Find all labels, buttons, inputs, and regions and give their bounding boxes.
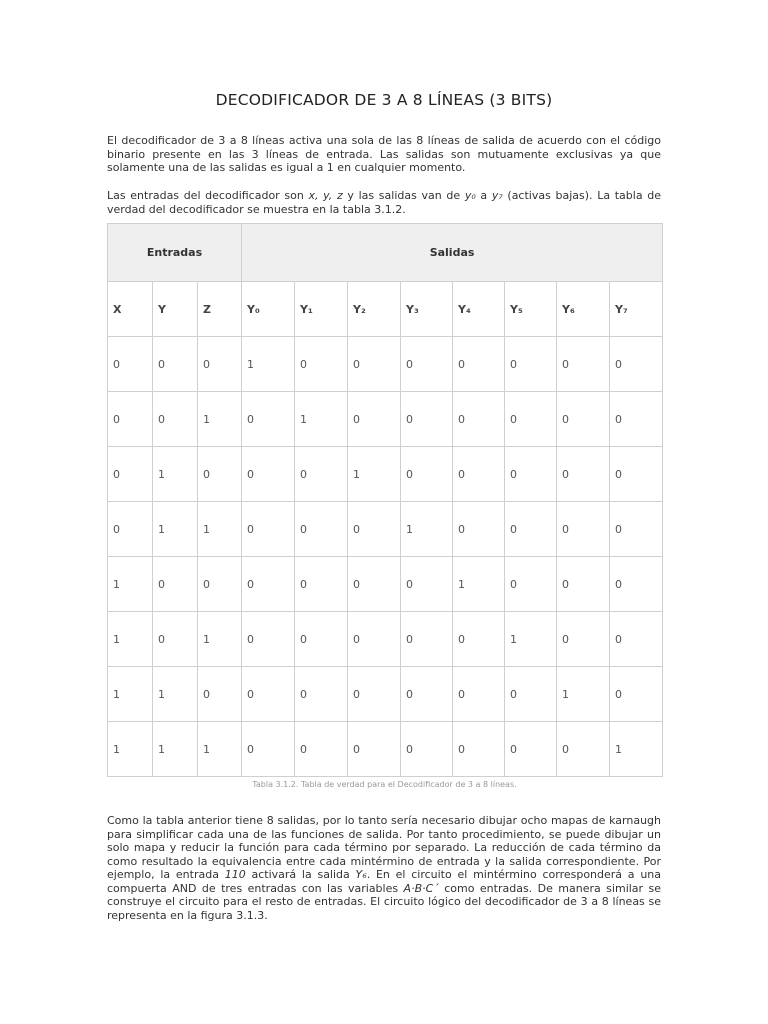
table-cell: 0 [198,667,242,722]
output-end-italic: y₇ [491,189,503,202]
table-cell: 0 [557,502,610,557]
table-cell: 0 [557,337,610,392]
table-cell: 1 [108,612,153,667]
page-title: DECODIFICADOR DE 3 A 8 LÍNEAS (3 BITS) [215,91,553,109]
table-cell: 0 [242,667,295,722]
table-cell: 1 [610,722,663,777]
column-header-row [108,282,663,337]
table-row [108,722,663,777]
table-cell: 0 [453,447,505,502]
table-cell: 0 [295,667,348,722]
column-header: Y₅ [505,282,557,337]
text-span: activará la salida [245,868,356,881]
text-span: como entradas. De manera similar se construye el circuito para el resto de entradas. El circuito lógico del decodificador de 3 a 8 líneas se representa en la figura 3.1.3. [107,881,662,922]
table-cell: 1 [198,722,242,777]
truth-table-body [108,337,663,777]
table-cell: 0 [505,667,557,722]
table-cell: 1 [295,392,348,447]
table-cell: 0 [505,447,557,502]
table-cell: 0 [348,612,401,667]
table-cell: 0 [295,557,348,612]
table-cell: 0 [505,502,557,557]
column-header: Z [198,282,242,337]
table-cell: 0 [453,667,505,722]
table-cell: 0 [348,667,401,722]
table-row [108,557,663,612]
table-cell: 1 [153,447,198,502]
table-cell: 0 [401,392,453,447]
table-cell: 0 [610,337,663,392]
table-cell: 0 [198,337,242,392]
example-output-italic: Y₆ [355,868,367,881]
column-header: Y₂ [348,282,401,337]
table-cell: 1 [198,612,242,667]
table-cell: 0 [505,722,557,777]
table-cell: 0 [242,557,295,612]
column-header: Y₇ [610,282,663,337]
table-cell: 1 [557,667,610,722]
table-cell: 0 [610,612,663,667]
variables-italic: x, y, z [308,189,343,202]
text-span: y las salidas van de [342,189,465,202]
text-span: Como la tabla anterior tiene 8 salidas, por lo tanto sería necesario dibujar ocho mapas de karnaugh para simplificar cada una de las funciones de salida. Por tanto procedimiento, se puede dibujar un solo mapa y reducir la función para cada término por separado. La reducción de cada término da como resultado la equivalencia entre cada mintérmino de entrada y la salida correspondiente. Por ejemplo, la entrada [107,814,661,881]
table-cell: 1 [153,502,198,557]
column-header: Y₄ [453,282,505,337]
table-row [108,337,663,392]
table-cell: 0 [557,722,610,777]
table-cell: 0 [348,722,401,777]
table-cell: 0 [610,392,663,447]
column-header: X [108,282,153,337]
table-cell: 0 [295,722,348,777]
table-cell: 0 [348,557,401,612]
inputs-group-header: Entradas [108,224,242,282]
table-cell: 0 [242,722,295,777]
table-cell: 0 [401,612,453,667]
outputs-group-header: Salidas [242,224,663,282]
table-cell: 0 [108,337,153,392]
table-cell: 0 [610,447,663,502]
table-cell: 1 [242,337,295,392]
column-header: Y [153,282,198,337]
explanation-paragraph [107,814,661,922]
table-cell: 0 [295,612,348,667]
table-cell: 0 [295,447,348,502]
table-cell: 1 [153,722,198,777]
table-cell: 0 [242,502,295,557]
table-cell: 0 [505,337,557,392]
table-cell: 0 [153,612,198,667]
table-row [108,612,663,667]
table-cell: 1 [198,392,242,447]
group-header-row [108,224,663,282]
table-cell: 1 [401,502,453,557]
table-cell: 0 [295,502,348,557]
table-cell: 1 [153,667,198,722]
text-span: (activas bajas). La tabla de verdad del decodificador se muestra en la tabla 3.1.2. [107,189,661,216]
column-header: Y₆ [557,282,610,337]
table-cell: 1 [108,557,153,612]
table-cell: 0 [401,722,453,777]
table-cell: 0 [557,447,610,502]
table-cell: 0 [453,392,505,447]
table-cell: 1 [453,557,505,612]
table-cell: 0 [242,392,295,447]
table-cell: 1 [198,502,242,557]
table-cell: 0 [453,502,505,557]
table-row [108,447,663,502]
table-cell: 0 [153,392,198,447]
table-row [108,502,663,557]
table-cell: 0 [242,612,295,667]
table-cell: 0 [401,337,453,392]
example-input-italic: 110 [224,868,246,881]
table-cell: 0 [453,612,505,667]
table-cell: 1 [108,667,153,722]
table-cell: 0 [153,557,198,612]
table-cell: 0 [348,502,401,557]
table-cell: 0 [153,337,198,392]
table-cell: 0 [505,392,557,447]
table-cell: 0 [108,447,153,502]
table-cell: 0 [198,447,242,502]
table-cell: 0 [401,447,453,502]
table-cell: 0 [557,612,610,667]
variables-italic: A·B·C´ [403,881,439,895]
table-row [108,667,663,722]
table-cell: 1 [505,612,557,667]
table-cell: 0 [557,557,610,612]
table-cell: 1 [348,447,401,502]
table-cell: 0 [610,502,663,557]
table-cell: 0 [401,667,453,722]
table-cell: 0 [198,557,242,612]
table-cell: 0 [557,392,610,447]
table-cell: 0 [242,447,295,502]
text-span: Las entradas del decodificador son [107,189,309,202]
table-cell: 0 [453,337,505,392]
table-cell: 0 [108,502,153,557]
column-header: Y₃ [401,282,453,337]
table-cell: 0 [610,557,663,612]
table-cell: 1 [108,722,153,777]
output-start-italic: y₀ [464,189,476,202]
table-cell: 0 [348,337,401,392]
column-header: Y₀ [242,282,295,337]
table-cell: 0 [348,392,401,447]
table-cell: 0 [453,722,505,777]
truth-table [107,223,663,777]
text-span: a [475,189,492,202]
table-cell: 0 [108,392,153,447]
intro-paragraph: El decodificador de 3 a 8 líneas activa una sola de las 8 líneas de salida de acuerdo con el código binario presente en las 3 líneas de entrada. Las salidas son mutuamente exclusivas ya que solamente una de las salidas es igual a 1 en cualquier momento. [107,134,661,174]
table-cell: 0 [505,557,557,612]
table-cell: 0 [610,667,663,722]
table-cell: 0 [295,337,348,392]
column-header: Y₁ [295,282,348,337]
table-caption: Tabla 3.1.2. Tabla de verdad para el Decodificador de 3 a 8 líneas. [252,780,517,789]
text-span: . En el circuito el mintérmino corresponderá a una compuerta AND de tres entradas con las variables [107,868,661,895]
table-cell: 0 [401,557,453,612]
inputs-paragraph [107,189,661,216]
table-row [108,392,663,447]
